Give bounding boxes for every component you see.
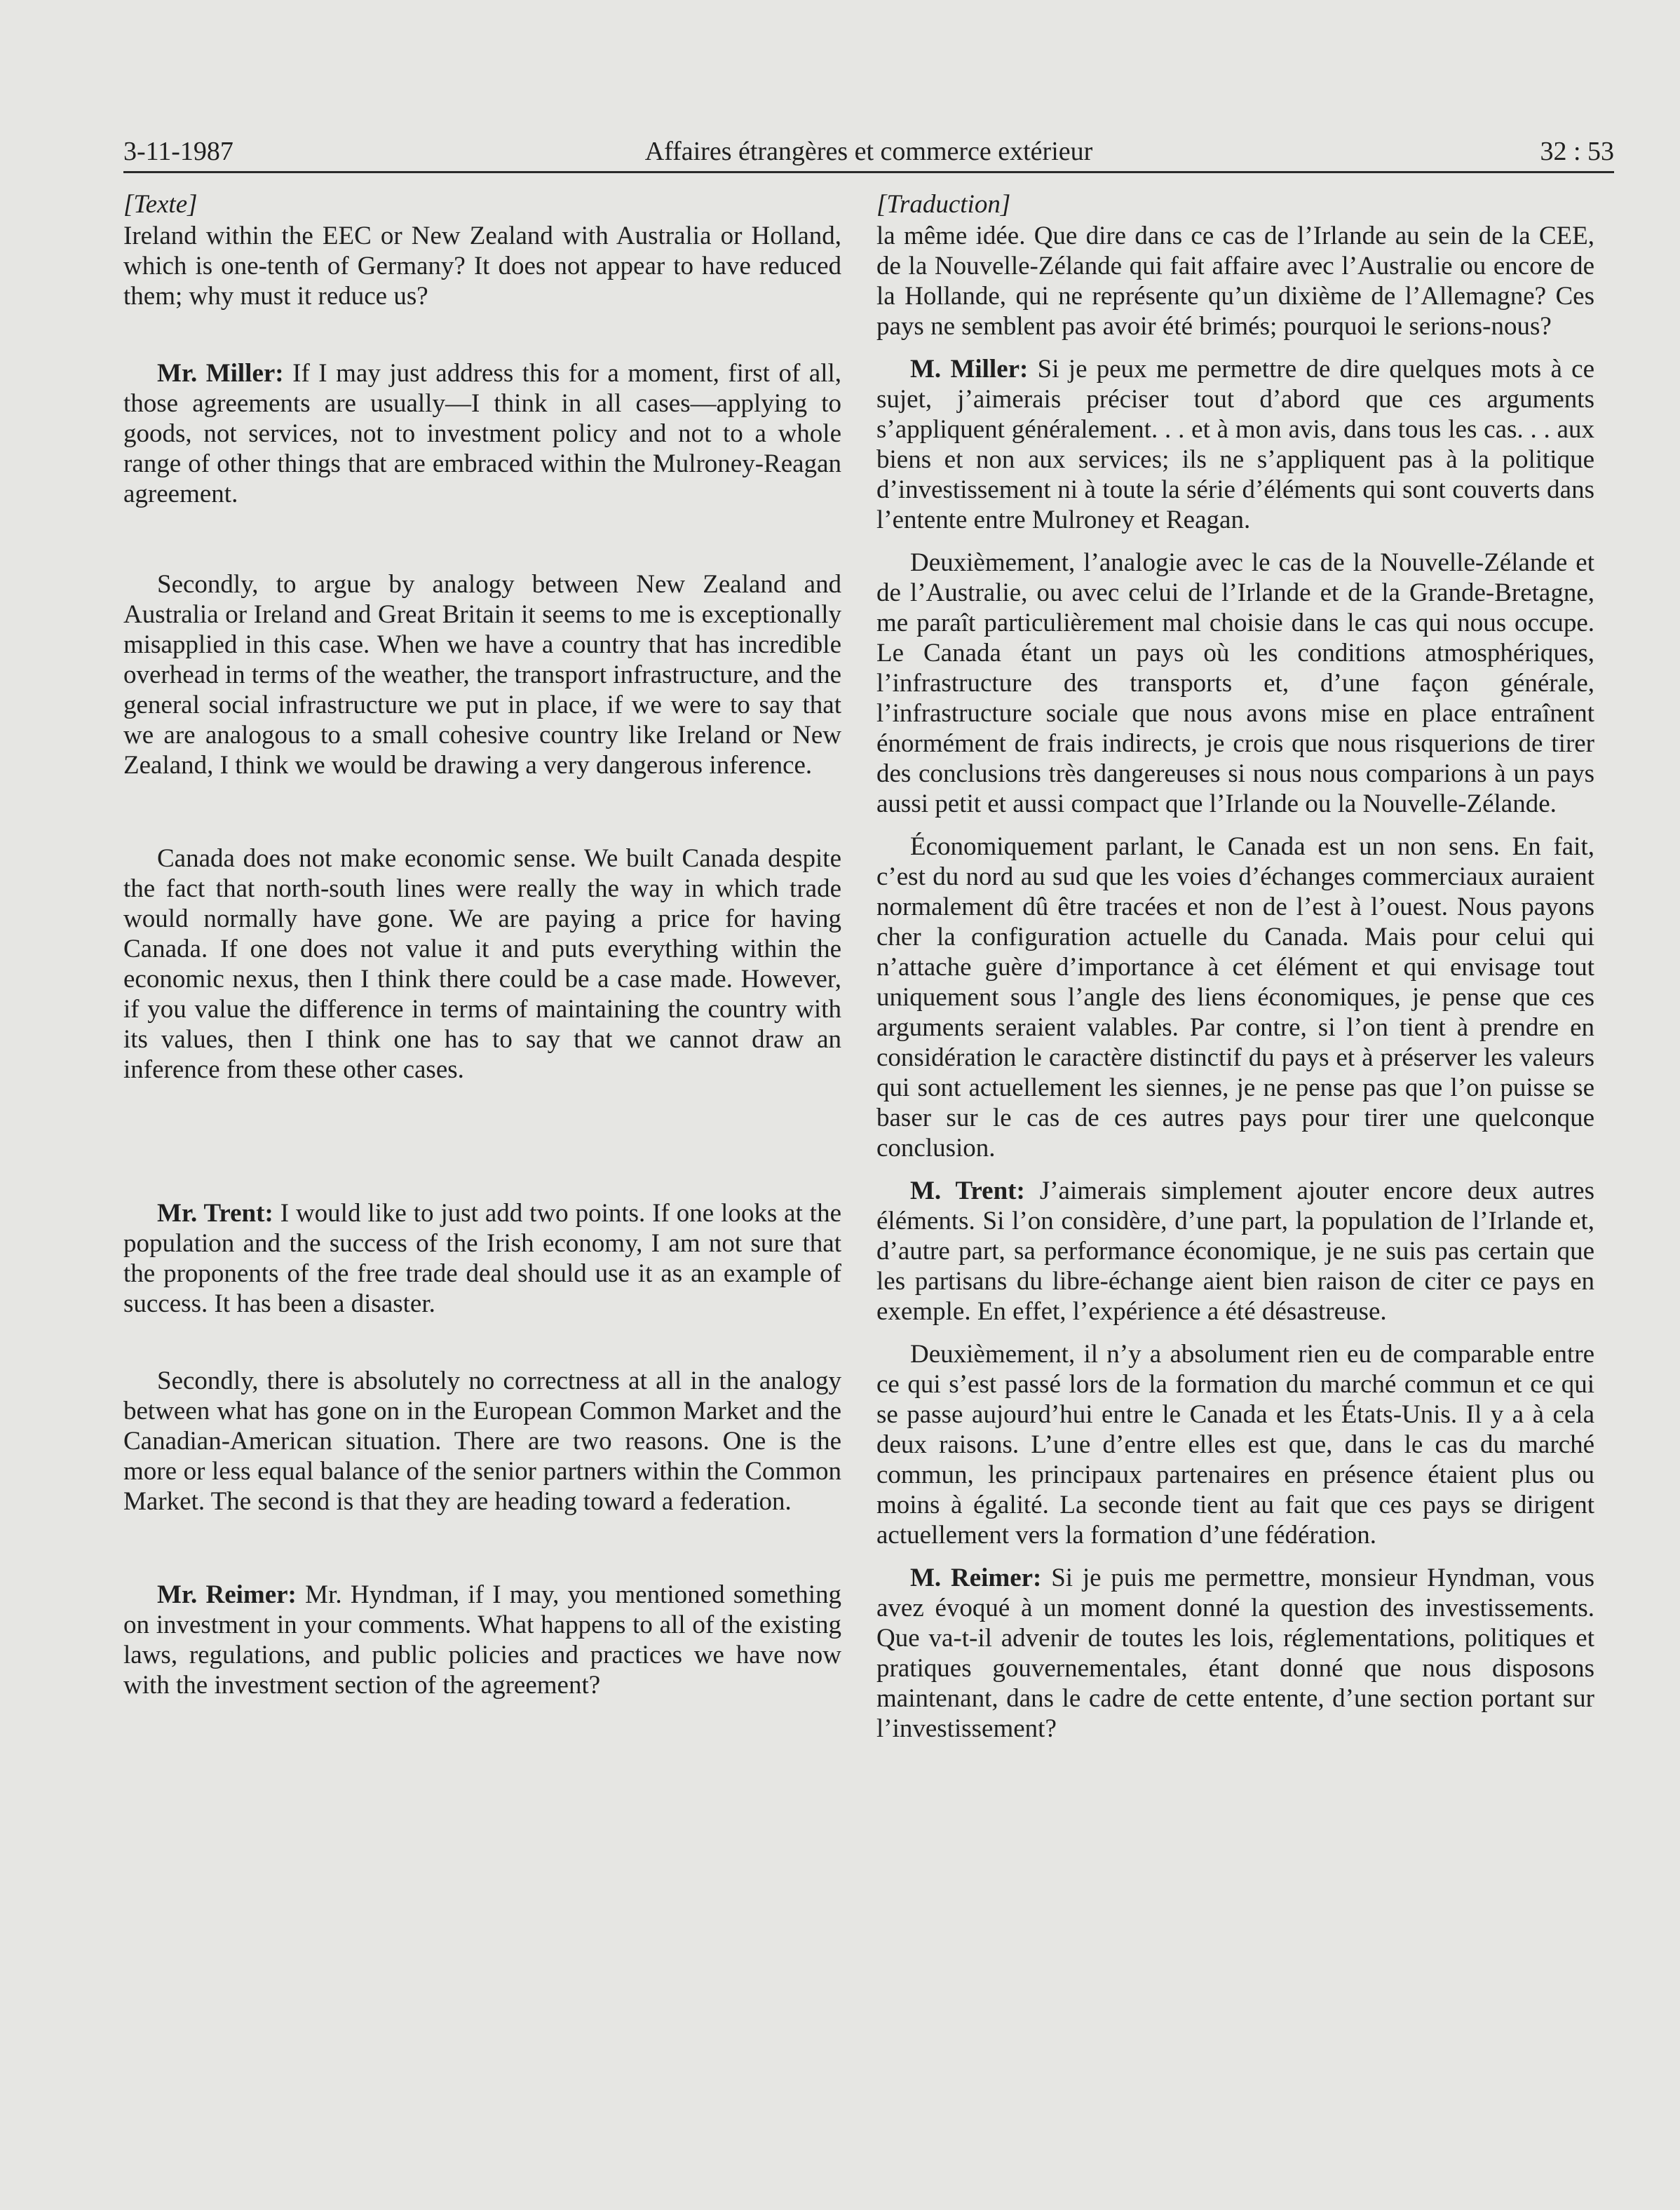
paragraph-text: Mr. Hyndman, if I may, you mentioned something on investment in your comments. What happens to all of the existing laws, regulations, and public policies and practices we have now with the investment section of the agreement?	[123, 1580, 842, 1700]
paragraph	[876, 1176, 1594, 1327]
left-column-english	[123, 189, 841, 1700]
speaker-name: M. Trent:	[910, 1177, 1025, 1205]
paragraph-text: Si je peux me permettre de dire quelques mots à ce sujet, j’aimerais préciser tout d’abord que ces arguments s’appliquent généralement. . . et à mon avis, dans tous les cas. . . aux biens et non aux services; ils ne s’appliquent pas à la politique d’investissement ni à toute la série d’éléments qui sont couverts dans l’entente entre Mulroney et Reagan.	[876, 355, 1594, 534]
speaker-name: Mr. Trent:	[157, 1199, 273, 1228]
paragraph: Ireland within the EEC or New Zealand with Australia or Holland, which is one-tenth of Germany? It does not appear to have reduced them; why must it reduce us?	[123, 222, 841, 311]
column-tag: [Traduction]	[876, 190, 1011, 219]
page-header	[123, 132, 1614, 173]
paragraph-text: I would like to just add two points. If one looks at the population and the success of the Irish economy, I am not sure that the proponents of the free trade deal should use it as an example of success. It has been a disaster.	[123, 1199, 842, 1318]
column-tag: [Texte]	[123, 190, 198, 219]
paragraph: Canada does not make economic sense. We built Canada despite the fact that north-south lines were really the way in which trade would normally have gone. We are paying a price for having Canada. If one does not value it and puts everything within the economic nexus, then I think there could be a case made. However, if you value the difference in terms of maintaining the country with its values, then I think one has to say that we cannot draw an inference from these other cases.	[123, 844, 841, 1084]
speaker-name: M. Miller:	[910, 355, 1029, 384]
paragraph	[876, 354, 1594, 535]
paragraph: Secondly, there is absolutely no correctness at all in the analogy between what has gone on in the European Common Market and the Canadian-American situation. There are two reasons. One is the more or less equal balance of the senior partners within the Common Market. The second is that they are heading toward a federation.	[123, 1367, 841, 1516]
paragraph	[123, 358, 841, 509]
paragraph: la même idée. Que dire dans ce cas de l’Irlande au sein de la CEE, de la Nouvelle-Zélande qui fait affaire avec l’Australie ou encore de la Hollande, qui ne représente qu’un dixième de l’Allemagne? Ces pays ne semblent pas avoir été brimés; pourquoi le serions-nous?	[876, 222, 1594, 341]
header-title: Affaires étrangères et commerce extérieur	[644, 137, 1093, 166]
paragraph-text: Si je puis me permettre, monsieur Hyndman, vous avez évoqué à un moment donné la question des investissements. Que va-t-il advenir de toutes les lois, réglementations, politiques et pratiques gouvernementales, étant donné que nous disposons maintenant, dans le cadre de cette entente, d’une section portant sur l’investissement?	[876, 1564, 1595, 1743]
paragraph: Deuxièmement, il n’y a absolument rien eu de comparable entre ce qui s’est passé lors de la formation du marché commun et ce qui se passe aujourd’hui entre le Canada et les États-Unis. Il y a à cela deux raisons. L’une d’entre elles est que, dans le cas du marché commun, les principaux partenaires en présence étaient plus ou moins à égalité. La seconde tient au fait que ces pays se dirigent actuellement vers la formation d’une fédération.	[876, 1340, 1594, 1550]
paragraph-text: If I may just address this for a moment, first of all, those agreements are usually—I think in all cases—applying to goods, not services, not to investment policy and not to a whole range of other things that are embraced within the Mulroney-Reagan agreement.	[123, 359, 842, 508]
paragraph: Deuxièmement, l’analogie avec le cas de la Nouvelle-Zélande et de l’Australie, ou avec celui de l’Irlande et de la Grande-Bretagne, me paraît particulièrement mal choisie dans le cas qui nous occupe. Le Canada étant un pays où les conditions atmosphériques, l’infrastructure des transports et, d’une façon générale, l’infrastructure sociale que nous avons mise en place entraînent énormément de frais indirects, je crois que nous risquerions de tirer des conclusions très dangereuses si nous nous comparions à un pays aussi petit et aussi compact que l’Irlande ou la Nouvelle-Zélande.	[876, 548, 1594, 818]
header-page-number: 32 : 53	[1540, 137, 1614, 166]
header-date: 3-11-1987	[123, 137, 233, 166]
paragraph	[123, 1580, 841, 1700]
paragraph	[876, 1563, 1594, 1744]
speaker-name: M. Reimer:	[910, 1564, 1042, 1592]
speaker-name: Mr. Reimer:	[157, 1580, 297, 1609]
paragraph: Économiquement parlant, le Canada est un non sens. En fait, c’est du nord au sud que les voies d’échanges commerciaux auraient normalement dû être tracées et non de l’est à l’ouest. Nous payons cher la configuration actuelle du Canada. Mais pour celui qui n’attache guère d’importance à cet élément et qui envisage tout uniquement sous l’angle des liens économiques, je pense que ces arguments seraient valables. Par contre, si l’on tient à prendre en considération le caractère distinctif du pays et à préserver les valeurs qui sont actuellement les siennes, je ne pense pas que l’on puisse se baser sur le cas de ces autres pays pour tirer une quelconque conclusion.	[876, 832, 1594, 1162]
paragraph: Secondly, to argue by analogy between New Zealand and Australia or Ireland and Great Britain it seems to me is exceptionally misapplied in this case. When we have a country that has incredible overhead in terms of the weather, the transport infrastructure, and the general social infrastructure we put in place, if we were to say that we are analogous to a small cohesive country like Ireland or New Zealand, I think we would be drawing a very dangerous inference.	[123, 570, 841, 780]
paragraph	[123, 1198, 841, 1319]
speaker-name: Mr. Miller:	[157, 359, 284, 388]
paragraph-text: J’aimerais simplement ajouter encore deux autres éléments. Si l’on considère, d’une part, la population de l’Irlande et, d’autre part, sa performance économique, je ne suis pas certain que les partisans du libre-échange aient bien raison de citer ce pays en exemple. En effet, l’expérience a été désastreuse.	[876, 1177, 1594, 1326]
right-column-french	[876, 189, 1594, 1744]
